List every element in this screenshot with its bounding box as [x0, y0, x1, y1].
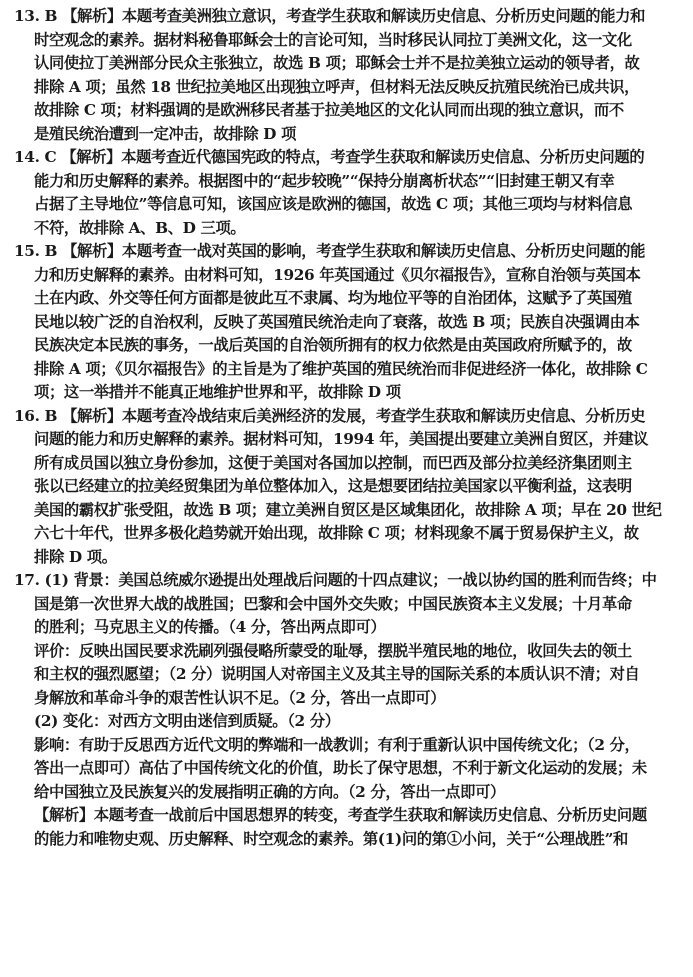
text-line: 和主权的强烈愿望；（2 分）说明国人对帝国主义及其主导的国际关系的本质认识不清；对自	[34, 665, 640, 683]
text-line: 14. C 【解析】本题考查近代德国宪政的特点，考查学生获取和解读历史信息、分析历史问题的	[14, 148, 645, 166]
text-line: 15. B 【解析】本题考查一战对英国的影响，考查学生获取和解读历史信息、分析历史问题的能	[14, 242, 646, 260]
text-line: 答出一点即可）高估了中国传统文化的价值，助长了保守思想，不利于新文化运动的发展；未	[34, 759, 647, 777]
text-line: 身解放和革命斗争的艰苦性认识不足。（2 分，答出一点即可）	[34, 688, 446, 707]
text-line: 认同使拉丁美洲部分民众主张独立，故选 B 项；耶稣会士并不是拉美独立运动的领导者，故	[34, 54, 640, 72]
text-line: 影响：有助于反思西方近代文明的弊端和一战教训；有利于重新认识中国传统文化；（2 分，	[34, 735, 640, 754]
text-line: 美国的霸权扩张受阻，故选 B 项；建立美洲自贸区是区域集团化，故排除 A 项；早在 20 世纪	[34, 500, 662, 519]
text-line: 项；这一举措并不能真正地维护世界和平，故排除 D 项	[34, 383, 401, 401]
text-line: 时空观念的素养。据材料秘鲁耶稣会士的言论可知，当时移民认同拉丁美洲文化，这一文化	[34, 30, 632, 49]
text-line: 排除 A 项；《贝尔福报告》的主旨是为了维护英国的殖民统治而非促进经济一体化，故排除 C	[34, 359, 648, 378]
text-line: 力和历史解释的素养。由材料可知，1926 年英国通过《贝尔福报告》，宣称自治领与英国本	[34, 265, 641, 284]
text-line: 问题的能力和历史解释的素养。据材料可知，1994 年，美国提出要建立美洲自贸区，并建议	[34, 430, 649, 448]
text-line: 民族决定本民族的事务，一战后英国的自治领所拥有的权力依然是由英国政府所赋予的，故	[34, 336, 632, 354]
text-line: 是殖民统治遭到一定冲击，故排除 D 项	[34, 124, 297, 143]
text-line: 张以已经建立的拉美经贸集团为单位整体加入，这是想要团结拉美国家以平衡利益，这表明	[34, 477, 632, 495]
text-line: 13. B 【解析】本题考查美洲独立意识，考查学生获取和解读历史信息、分析历史问题的能力和	[14, 7, 646, 25]
text-line: 给中国独立及民族复兴的发展指明正确的方向。（2 分，答出一点即可）	[34, 782, 505, 801]
text-line: 占据了主导地位”等信息可知，该国应该是欧洲的德国，故选 C 项；其他三项均与材料信息	[34, 195, 633, 213]
text-line: 民地以较广泛的自治权利，反映了英国殖民统治走向了衰落，故选 B 项；民族自决强调由本	[34, 312, 640, 331]
text-line: 评价：反映出国民要求洗刷列强侵略所蒙受的耻辱，摆脱半殖民地的地位，收回失去的领土	[34, 641, 632, 660]
text-line: 的胜利；马克思主义的传播。（4 分，答出两点即可）	[34, 618, 386, 636]
text-line: 排除 D 项。	[34, 547, 117, 566]
text-line: 所有成员国以独立身份参加，这便于美国对各国加以控制，而巴西及部分拉美经济集团则主	[34, 453, 632, 472]
text-line: 【解析】本题考查一战前后中国思想界的转变，考查学生获取和解读历史信息、分析历史问题	[34, 806, 647, 824]
answer-text-block	[14, 5, 679, 851]
text-line: 16. B 【解析】本题考查冷战结束后美洲经济的发展，考查学生获取和解读历史信息、分析历史	[14, 406, 646, 425]
text-line: 土在内政、外交等任何方面都是彼此互不隶属、均为地位平等的自治团体，这赋予了英国殖	[34, 289, 632, 307]
text-line: 国是第一次世界大战的战胜国；巴黎和会中国外交失败；中国民族资本主义发展；十月革命	[34, 594, 632, 613]
text-line: 17. (1) 背景：美国总统威尔逊提出处理战后问题的十四点建议；一战以协约国的胜利而告终；中	[14, 571, 657, 589]
text-line: 六七十年代，世界多极化趋势就开始出现，故排除 C 项；材料现象不属于贸易保护主义，故	[34, 524, 639, 542]
text-line: 的能力和唯物史观、历史解释、时空观念的素养。第(1)问的第①小问，关于“公理战胜”和	[34, 829, 629, 848]
text-line: 不符，故排除 A、B、D 三项。	[34, 218, 246, 237]
text-line: 排除 A 项；虽然 18 世纪拉美地区出现独立呼声，但材料无法反映反抗殖民统治已成共识，	[34, 77, 640, 96]
text-line: 故排除 C 项；材料强调的是欧洲移民者基于拉美地区的文化认同而出现的独立意识，而不	[34, 101, 624, 119]
text-line: 能力和历史解释的素养。根据图中的“起步较晚”“保持分崩离析状态”“旧封建王朝又有幸	[34, 171, 615, 190]
text-line: (2) 变化：对西方文明由迷信到质疑。（2 分）	[34, 712, 340, 730]
